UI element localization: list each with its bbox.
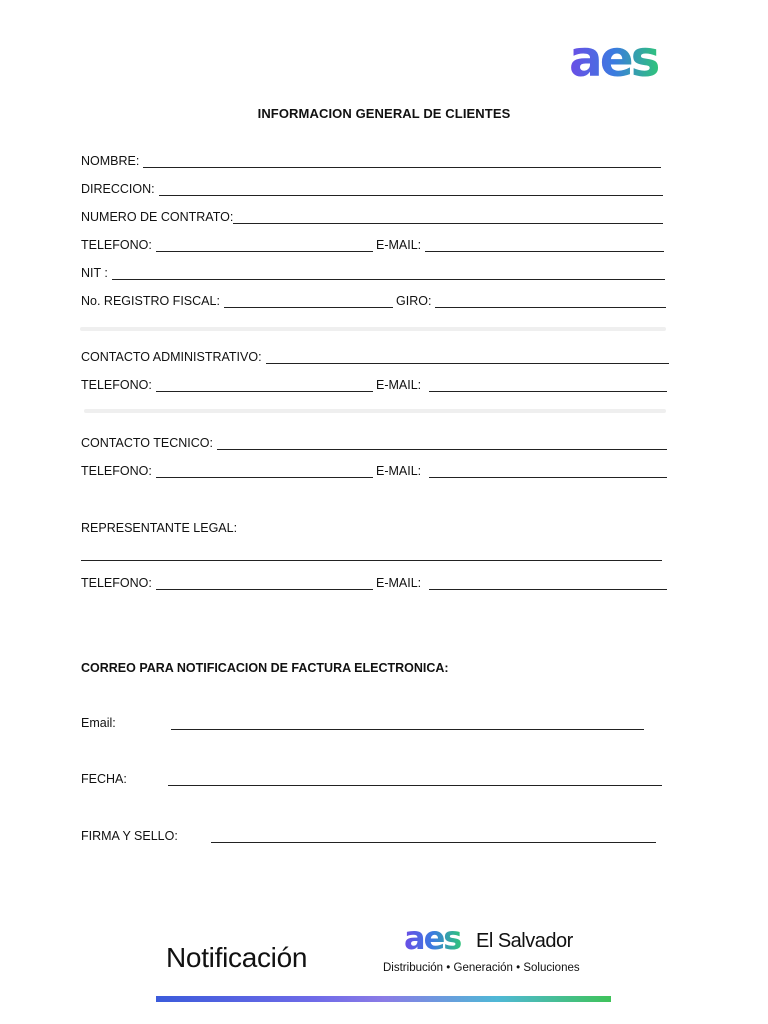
telefono-input-line[interactable] xyxy=(156,577,373,590)
correo-heading-text: CORREO PARA NOTIFICACION DE FACTURA ELECTRONICA: xyxy=(81,661,449,675)
nombre-input-line[interactable] xyxy=(143,155,661,168)
fecha-line-row xyxy=(168,768,662,786)
footer-aes-logo xyxy=(404,924,474,954)
telefono-input-line[interactable] xyxy=(156,465,373,478)
email-field-input-line[interactable] xyxy=(171,717,644,730)
direccion-input-line[interactable] xyxy=(159,183,663,196)
contacto-admin-input-line[interactable] xyxy=(266,351,669,364)
telefono-row-3 xyxy=(81,460,373,478)
email-input-line[interactable] xyxy=(425,239,664,252)
registro-fiscal-row xyxy=(81,290,393,308)
telefono-label: TELEFONO: xyxy=(81,238,152,252)
telefono-label: TELEFONO: xyxy=(81,378,152,392)
telefono-input-line[interactable] xyxy=(156,379,373,392)
telefono-row-1 xyxy=(81,234,373,252)
nit-input-line[interactable] xyxy=(112,267,665,280)
svg-text:aes: aes xyxy=(404,924,461,954)
nombre-row xyxy=(81,150,661,168)
fecha-label: FECHA: xyxy=(81,772,127,786)
section-divider xyxy=(84,409,666,413)
contacto-admin-row xyxy=(81,346,669,364)
telefono-input-line[interactable] xyxy=(156,239,373,252)
firma-label-row xyxy=(81,825,211,843)
footer-notificacion: Notificación xyxy=(166,942,308,973)
nit-row xyxy=(81,262,665,280)
footer-brand: El Salvador xyxy=(476,930,573,952)
nit-label: NIT : xyxy=(81,266,108,280)
firma-sello-input-line[interactable] xyxy=(211,830,656,843)
representante-legal-label: REPRESENTANTE LEGAL: xyxy=(81,521,238,535)
contacto-tecnico-input-line[interactable] xyxy=(217,437,667,450)
email-field-line-row xyxy=(171,712,644,730)
email-field-label: Email: xyxy=(81,716,116,730)
telefono-row-2 xyxy=(81,374,373,392)
direccion-label: DIRECCION: xyxy=(81,182,155,196)
registro-fiscal-label: No. REGISTRO FISCAL: xyxy=(81,294,220,308)
representante-legal-input-line[interactable] xyxy=(81,548,662,561)
email-label: E-MAIL: xyxy=(376,464,422,478)
telefono-label: TELEFONO: xyxy=(81,464,152,478)
telefono-label: TELEFONO: xyxy=(81,576,152,590)
representante-legal-line-row xyxy=(81,543,662,561)
email-label: E-MAIL: xyxy=(376,238,422,252)
email-input-line[interactable] xyxy=(429,577,667,590)
email-row-2 xyxy=(376,374,667,392)
contrato-input-line[interactable] xyxy=(233,211,663,224)
nombre-label: NOMBRE: xyxy=(81,154,140,168)
email-row-4 xyxy=(376,572,667,590)
email-row-3 xyxy=(376,460,667,478)
giro-label: GIRO: xyxy=(396,294,432,308)
form-title: INFORMACION GENERAL DE CLIENTES xyxy=(257,106,511,121)
contacto-tecnico-label: CONTACTO TECNICO: xyxy=(81,436,213,450)
fecha-input-line[interactable] xyxy=(168,773,662,786)
email-label: E-MAIL: xyxy=(376,576,422,590)
aes-logo xyxy=(569,36,673,82)
contrato-row xyxy=(81,206,663,224)
correo-heading xyxy=(81,657,681,675)
telefono-row-4 xyxy=(81,572,373,590)
firma-line-row xyxy=(211,825,656,843)
email-row-1 xyxy=(376,234,664,252)
contacto-tecnico-row xyxy=(81,432,667,450)
representante-legal-row xyxy=(81,517,381,535)
fecha-label-row xyxy=(81,768,171,786)
contrato-label: NUMERO DE CONTRATO: xyxy=(81,210,234,224)
giro-input-line[interactable] xyxy=(435,295,666,308)
contacto-admin-label: CONTACTO ADMINISTRATIVO: xyxy=(81,350,262,364)
email-input-line[interactable] xyxy=(429,465,667,478)
section-divider xyxy=(80,327,666,331)
svg-text:aes: aes xyxy=(569,36,658,82)
footer-gradient-bar xyxy=(156,996,611,1002)
direccion-row xyxy=(81,178,663,196)
email-label: E-MAIL: xyxy=(376,378,422,392)
footer-tagline: Distribución • Generación • Soluciones xyxy=(383,962,580,974)
email-field-label-row xyxy=(81,712,171,730)
email-input-line[interactable] xyxy=(429,379,667,392)
giro-row xyxy=(396,290,666,308)
firma-sello-label: FIRMA Y SELLO: xyxy=(81,829,178,843)
registro-fiscal-input-line[interactable] xyxy=(224,295,393,308)
